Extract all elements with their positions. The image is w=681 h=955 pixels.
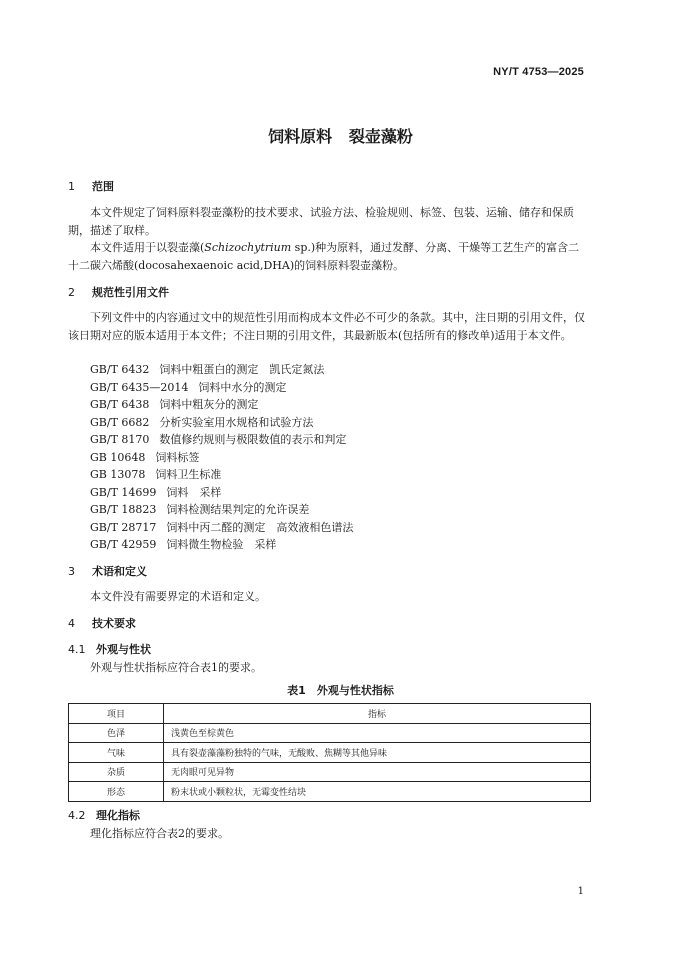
terms-paragraph: 本文件没有需要界定的术语和定义。 — [90, 590, 266, 603]
section-2-heading — [68, 286, 169, 300]
section-number: 4 — [68, 617, 75, 630]
subsection-4-1-heading — [68, 643, 151, 657]
cell-value: 具有裂壶藻藻粉独特的气味，无酸败、焦糊等其他异味 — [164, 743, 591, 763]
reference-item: GB/T 6682 分析实验室用水规格和试验方法 — [90, 415, 314, 429]
table-row — [69, 743, 591, 763]
subsection-number: 4.2 — [68, 809, 86, 822]
section-number: 1 — [68, 180, 75, 193]
reference-item: GB/T 18823 饲料检测结果判定的允许误差 — [90, 503, 310, 516]
cell-value: 粉末状或小颗粒状，无霉变性结块 — [164, 782, 591, 802]
species-name: Schizochytrium — [204, 241, 292, 254]
standard-code: NY/T 4753—2025 — [493, 66, 584, 78]
reference-item: GB 10648 饲料标签 — [90, 450, 200, 464]
scope-paragraph-2: 本文件适用于以裂壶藻(Schizochytrium sp.)种为原料，通过发酵、分离、干燥等工艺生产的富含二十二碳六烯酸(docosahexaenoic acid,DHA)的饲料原料裂壶藻粉。 — [68, 241, 580, 272]
section-number: 3 — [68, 565, 75, 578]
reference-item: GB/T 8170 数值修约规则与极限数值的表示和判定 — [90, 433, 347, 446]
section-title: 技术要求 — [92, 617, 136, 630]
subsection-number: 4.1 — [68, 643, 86, 656]
appearance-table — [68, 703, 591, 802]
reference-item: GB/T 6432 饲料中粗蛋白的测定 凯氏定氮法 — [90, 363, 325, 376]
table-1-caption: 表1 外观与性状指标 — [287, 684, 394, 697]
reference-item: GB/T 14699 饲料 采样 — [90, 485, 222, 499]
reference-item: GB/T 6435—2014 饲料中水分的测定 — [90, 380, 287, 394]
table-header-row — [69, 704, 591, 724]
cell-value: 浅黄色至棕黄色 — [164, 723, 591, 743]
subsection-title: 外观与性状 — [96, 643, 151, 656]
table-row — [69, 762, 591, 782]
section-title: 范围 — [92, 180, 114, 193]
section-title: 术语和定义 — [92, 565, 147, 578]
title-part-2: 裂壶藻粉 — [348, 127, 413, 146]
section-1-heading — [68, 180, 114, 194]
section-title: 规范性引用文件 — [92, 286, 169, 299]
section-4-heading — [68, 617, 136, 631]
cell-item: 气味 — [69, 743, 164, 763]
reference-item: GB/T 42959 饲料微生物检验 采样 — [90, 538, 277, 551]
normative-references-intro: 下列文件中的内容通过文中的规范性引用而构成本文件必不可少的条款。其中，注日期的引用文件，仅该日期对应的版本适用于本文件；不注日期的引用文件，其最新版本(包括所有的修改单)适用于本文件。 — [68, 311, 585, 342]
reference-item: GB 13078 饲料卫生标准 — [90, 468, 222, 481]
subsection-4-2-heading — [68, 809, 140, 823]
physicochemical-paragraph: 理化指标应符合表2的要求。 — [90, 827, 229, 840]
title-part-1: 饲料原料 — [268, 127, 333, 146]
scope-paragraph-1: 本文件规定了饲料原料裂壶藻粉的技术要求、试验方法、检验规则、标签、包装、运输、储存和保质期，描述了取样。 — [68, 206, 574, 237]
reference-item: GB/T 6438 饲料中粗灰分的测定 — [90, 398, 259, 411]
cell-value: 无肉眼可见异物 — [164, 762, 591, 782]
table-row — [69, 782, 591, 802]
cell-item: 色泽 — [69, 723, 164, 743]
table-row — [69, 723, 591, 743]
section-number: 2 — [68, 286, 75, 299]
page-number: 1 — [577, 886, 584, 897]
appearance-paragraph: 外观与性状指标应符合表1的要求。 — [90, 661, 262, 674]
section-3-heading — [68, 565, 147, 579]
subsection-title: 理化指标 — [96, 809, 140, 822]
reference-item: GB/T 28717 饲料中丙二醛的测定 高效液相色谱法 — [90, 520, 354, 534]
document-title — [0, 124, 681, 147]
column-header-item: 项目 — [69, 704, 164, 724]
column-header-index: 指标 — [164, 704, 591, 724]
cell-item: 杂质 — [69, 762, 164, 782]
cell-item: 形态 — [69, 782, 164, 802]
